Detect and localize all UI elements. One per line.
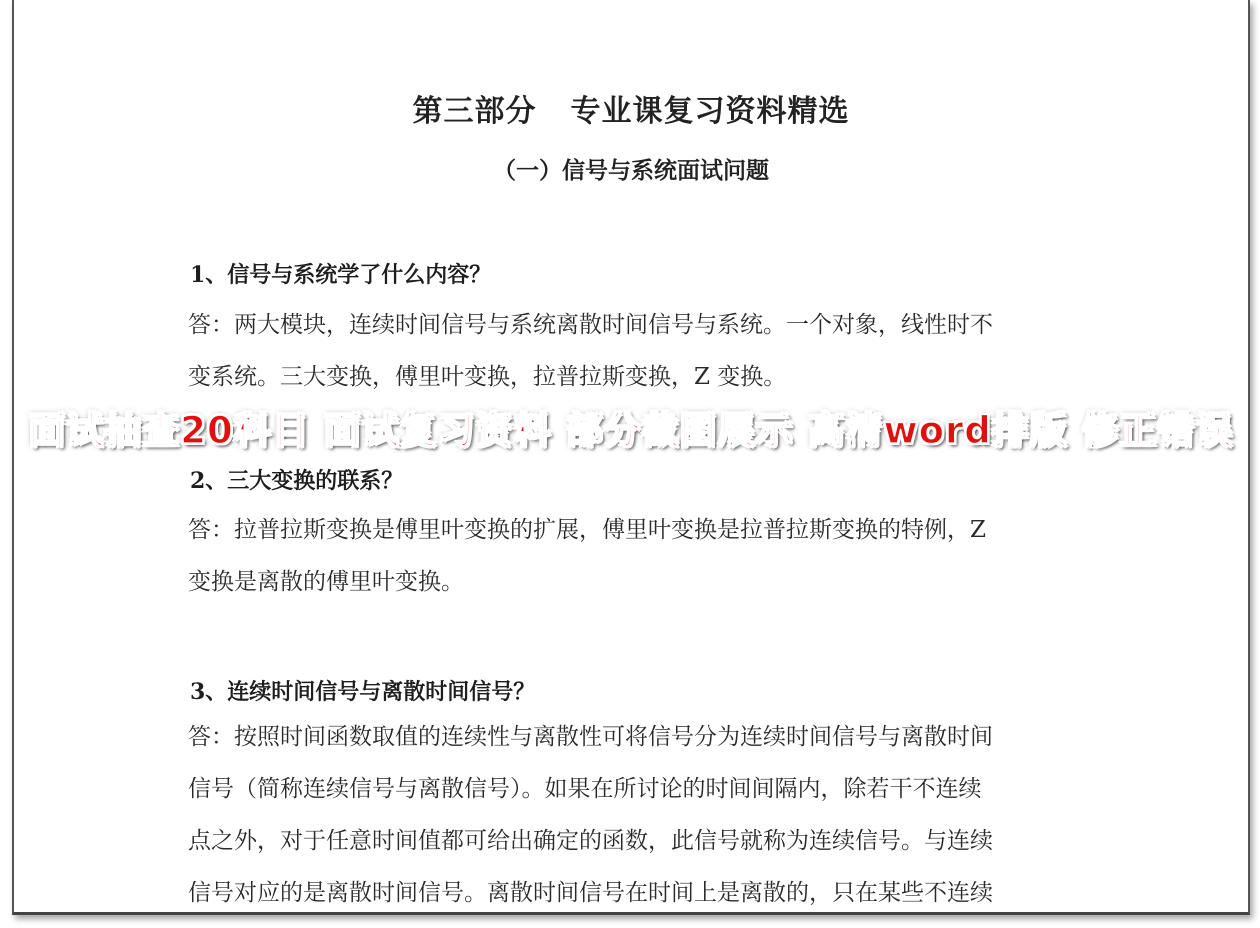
question-heading-2: 2、三大变换的联系？ bbox=[190, 468, 404, 494]
answer-block-3 bbox=[188, 711, 1118, 915]
answer-line: 点之外，对于任意时间值都可给出确定的函数，此信号就称为连续信号。与连续 bbox=[188, 828, 993, 854]
page-subtitle: （一）信号与系统面试问题 bbox=[493, 157, 769, 184]
answer-line: 变系统。三大变换，傅里叶变换，拉普拉斯变换，Z 变换。 bbox=[188, 364, 787, 390]
title-section-name: 专业课复习资料精选 bbox=[570, 94, 850, 129]
answer-line: 信号（简称连续信号与离散信号）。如果在所讨论的时间间隔内，除若干不连续 bbox=[188, 776, 982, 802]
answer-line: 答：按照时间函数取值的连续性与离散性可将信号分为连续时间信号与离散时间 bbox=[188, 724, 993, 750]
answer-block-2 bbox=[188, 504, 1118, 608]
answer-line: 答：拉普拉斯变换是傅里叶变换的扩展，傅里叶变换是拉普拉斯变换的特例，Z bbox=[188, 517, 986, 543]
answer-line: 信号对应的是离散时间信号。离散时间信号在时间上是离散的，只在某些不连续 bbox=[188, 880, 993, 906]
page-title bbox=[14, 86, 1248, 130]
answer-line: 答：两大模块，连续时间信号与系统离散时间信号与系统。一个对象，线性时不 bbox=[188, 312, 993, 338]
question-heading-1: 1、信号与系统学了什么内容？ bbox=[190, 262, 492, 288]
answer-block-1 bbox=[188, 299, 1118, 403]
document-page bbox=[12, 0, 1250, 915]
question-heading-3: 3、连续时间信号与离散时间信号？ bbox=[190, 679, 536, 705]
title-part-label: 第三部分 bbox=[412, 94, 537, 129]
answer-line: 变换是离散的傅里叶变换。 bbox=[188, 569, 464, 595]
promo-banner-overlay: 面试抽查20科目 面试复习资料 部分截图展示 高清word排版 修正错误 bbox=[28, 409, 1234, 452]
